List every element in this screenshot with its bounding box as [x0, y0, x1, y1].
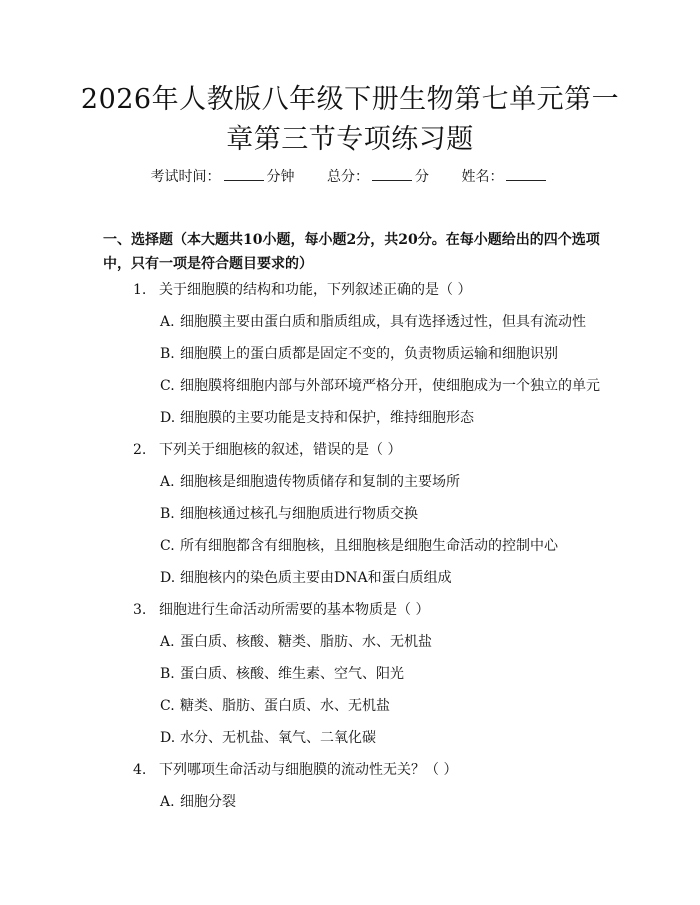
- question-1: [133, 280, 603, 300]
- student-name: [461, 166, 549, 188]
- option-letter: B.: [160, 666, 175, 682]
- total-score-blank: [372, 166, 412, 181]
- option-2b: [160, 504, 610, 524]
- question-text: 下列哪项生命活动与细胞膜的流动性无关？（ ）: [159, 762, 458, 778]
- option-text: 糖类、脂肪、蛋白质、水、无机盐: [180, 698, 390, 714]
- student-name-blank: [506, 166, 546, 181]
- exam-time: [151, 166, 295, 188]
- option-3c: [160, 696, 610, 716]
- option-text: 细胞膜将细胞内部与外部环境严格分开，使细胞成为一个独立的单元: [180, 378, 600, 394]
- question-number: 3.: [133, 602, 147, 618]
- option-4a: [160, 792, 610, 812]
- option-1c: [160, 376, 610, 396]
- option-2c: [160, 536, 610, 556]
- option-text: 细胞核内的染色质主要由DNA和蛋白质组成: [180, 570, 452, 586]
- option-1a: [160, 312, 610, 332]
- option-text: 蛋白质、核酸、糖类、脂肪、水、无机盐: [180, 634, 432, 650]
- option-text: 细胞膜上的蛋白质都是固定不变的，负责物质运输和细胞识别: [180, 346, 558, 362]
- option-text: 细胞膜主要由蛋白质和脂质组成，具有选择透过性，但具有流动性: [180, 314, 586, 330]
- option-2d: [160, 568, 610, 588]
- option-letter: D.: [160, 570, 176, 586]
- option-letter: C.: [160, 698, 175, 714]
- title-line-2: 章第三节专项练习题: [226, 124, 474, 155]
- student-name-label: 姓名：: [461, 169, 504, 185]
- section-heading: 一、选择题（本大题共10小题，每小题2分，共20分。在每小题给出的四个选项中，只有一项是符合题目要求的）: [103, 232, 600, 272]
- question-number: 1.: [133, 282, 147, 298]
- option-3d: [160, 728, 610, 748]
- option-text: 水分、无机盐、氧气、二氧化碳: [180, 730, 376, 746]
- option-letter: D.: [160, 730, 176, 746]
- option-3a: [160, 632, 610, 652]
- total-score-unit: 分: [415, 169, 429, 185]
- option-text: 蛋白质、核酸、维生素、空气、阳光: [180, 666, 404, 682]
- total-score: [327, 166, 429, 188]
- option-text: 细胞核是细胞遗传物质储存和复制的主要场所: [180, 474, 460, 490]
- exam-time-blank: [224, 166, 264, 181]
- question-2: [133, 440, 603, 460]
- option-1b: [160, 344, 610, 364]
- question-text: 下列关于细胞核的叙述，错误的是（ ）: [159, 442, 402, 458]
- exam-time-unit: 分钟: [266, 169, 295, 185]
- title-line-1: 2026年人教版八年级下册生物第七单元第一: [80, 84, 620, 115]
- option-text: 所有细胞都含有细胞核，且细胞核是细胞生命活动的控制中心: [180, 538, 558, 554]
- option-3b: [160, 664, 610, 684]
- option-letter: D.: [160, 410, 176, 426]
- option-text: 细胞核通过核孔与细胞质进行物质交换: [180, 506, 418, 522]
- option-letter: C.: [160, 378, 175, 394]
- total-score-label: 总分：: [327, 169, 369, 185]
- option-letter: B.: [160, 346, 175, 362]
- question-text: 关于细胞膜的结构和功能，下列叙述正确的是（ ）: [159, 282, 472, 298]
- exam-time-label: 考试时间：: [150, 169, 221, 185]
- option-letter: A.: [160, 474, 175, 490]
- question-3: [133, 600, 603, 620]
- question-4: [133, 760, 603, 780]
- option-letter: C.: [160, 538, 175, 554]
- option-letter: A.: [160, 314, 175, 330]
- page-title: [60, 80, 640, 160]
- question-number: 4.: [133, 762, 147, 778]
- option-letter: A.: [160, 794, 175, 810]
- option-text: 细胞膜的主要功能是支持和保护，维持细胞形态: [180, 410, 474, 426]
- question-text: 细胞进行生命活动所需要的基本物质是（ ）: [159, 602, 430, 618]
- exam-info: [0, 166, 700, 188]
- option-letter: A.: [160, 634, 175, 650]
- option-1d: [160, 408, 610, 428]
- option-text: 细胞分裂: [180, 794, 236, 810]
- question-number: 2.: [133, 442, 147, 458]
- option-2a: [160, 472, 610, 492]
- option-letter: B.: [160, 506, 175, 522]
